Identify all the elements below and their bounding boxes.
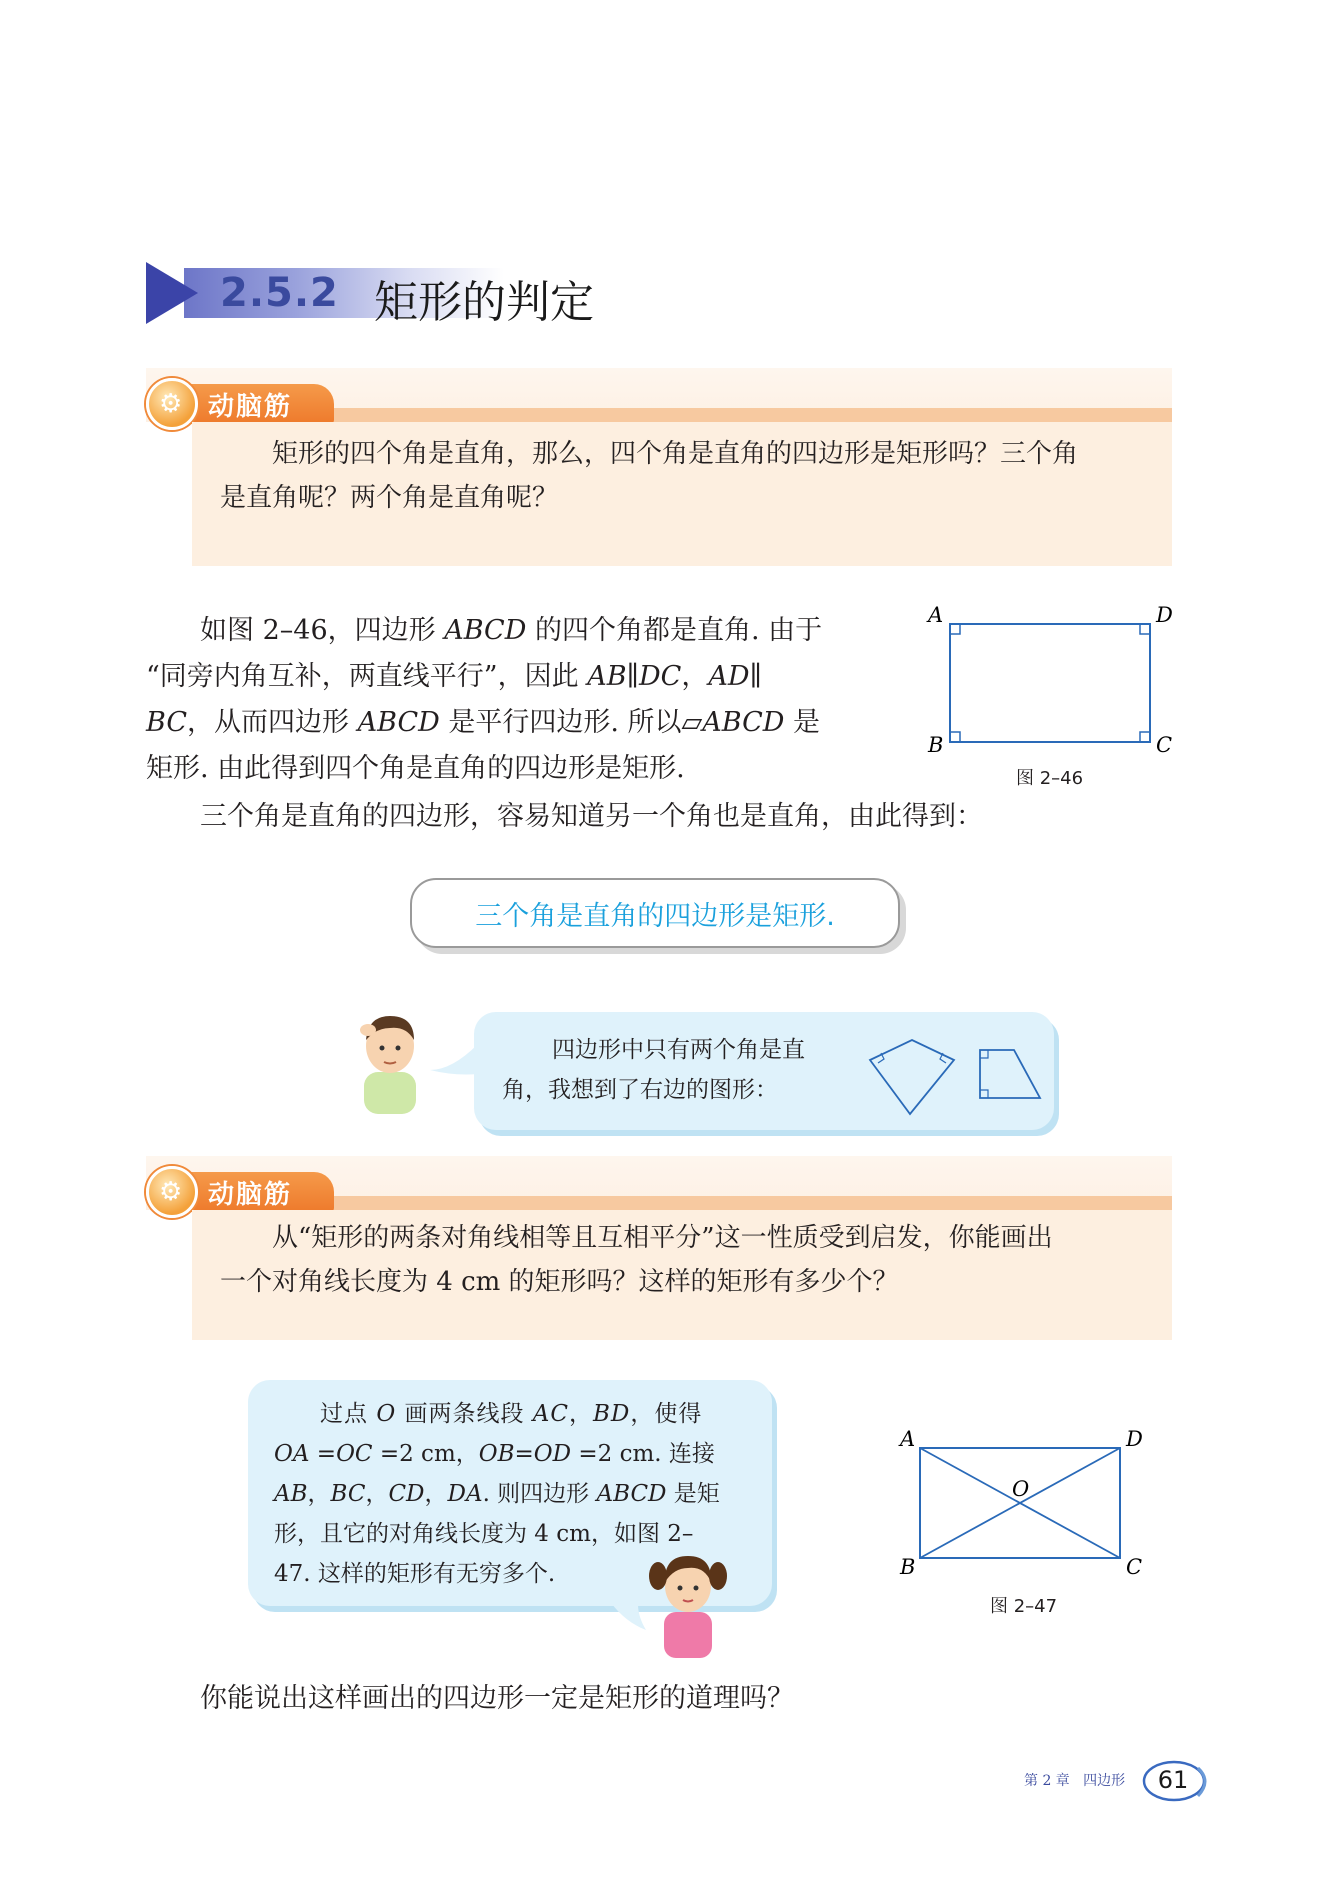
think-label: 动脑筋 — [208, 1180, 293, 1210]
body-paragraph-2: 三个角是直角的四边形，容易知道另一个角也是直角，由此得到： — [200, 801, 983, 832]
fig46-label-a: A — [928, 603, 944, 627]
theorem-text: 三个角是直角的四边形是矩形. — [475, 901, 835, 932]
fig46-label-d: D — [1156, 603, 1173, 627]
page-number: 61 — [1157, 1766, 1189, 1794]
fig46-caption: 图 2–46 — [1016, 768, 1084, 789]
fig46-label-b: B — [928, 733, 944, 757]
think2-line2: 一个对角线长度为 4 cm 的矩形吗？这样的矩形有多少个？ — [220, 1267, 899, 1297]
heading-triangle-icon — [146, 262, 198, 324]
think1-line1: 矩形的四个角是直角，那么，四个角是直角的四边形是矩形吗？三个角 — [272, 439, 1079, 469]
figure-2-47 — [894, 1424, 1154, 1584]
theorem-callout — [410, 878, 900, 948]
section-heading — [146, 262, 706, 328]
bubble-tail — [428, 1040, 480, 1080]
closing-question: 你能说出这样画出的四边形一定是矩形的道理吗？ — [200, 1683, 794, 1714]
fig47-label-d: D — [1126, 1427, 1143, 1451]
think-box-2 — [146, 1156, 1172, 1340]
fig47-label-a: A — [900, 1427, 916, 1451]
think1-line2: 是直角呢？两个角是直角呢？ — [220, 483, 559, 513]
section-number: 2.5.2 — [220, 270, 339, 316]
section-title: 矩形的判定 — [374, 277, 594, 328]
kite-trapezoid-figures — [862, 1030, 1042, 1120]
fig47-label-c: C — [1126, 1555, 1143, 1579]
fig47-caption: 图 2–47 — [990, 1596, 1058, 1617]
fig46-label-c: C — [1156, 733, 1173, 757]
girl-avatar — [646, 1542, 730, 1658]
think2-line1: 从“矩形的两条对角线相等且互相平分”这一性质受到启发，你能画出 — [272, 1223, 1053, 1253]
think-box-1 — [146, 368, 1172, 566]
footer-chapter: 第 2 章 四边形 — [1024, 1773, 1126, 1789]
boy-speech-bubble: 四边形中只有两个角是直 角，我想到了右边的图形： — [474, 1012, 1054, 1130]
bubble-tail — [600, 1590, 650, 1634]
think-body — [192, 1210, 1172, 1340]
fig47-label-b: B — [900, 1555, 916, 1579]
fig47-label-o: O — [1012, 1477, 1030, 1501]
figure-2-46 — [920, 600, 1180, 790]
think-body — [192, 422, 1172, 566]
brain-gear-icon: ⚙ — [146, 1166, 198, 1218]
girl-speech-bubble: 过点 O 画两条线段 AC，BD，使得 OA =OC =2 cm，OB=OD =2 cm. 连接 AB，BC，CD，DA. 则四边形 ABCD 是矩 形，且它的对角线长度为 4 cm，如图 2– 47. 这样的矩形有无穷多个. — [248, 1380, 772, 1606]
body-paragraph-1: 如图 2–46，四边形 ABCD 的四个角都是直角. 由于 “同旁内角互补，两直线平行”，因此 AB∥DC，AD∥ BC，从而四边形 ABCD 是平行四边形. 所以▱ABCD 是 矩形. 由此得到四个角是直角的四边形是矩形. — [146, 615, 823, 784]
brain-gear-icon: ⚙ — [146, 378, 198, 430]
think-label: 动脑筋 — [208, 392, 293, 422]
boy-avatar — [350, 1008, 430, 1114]
